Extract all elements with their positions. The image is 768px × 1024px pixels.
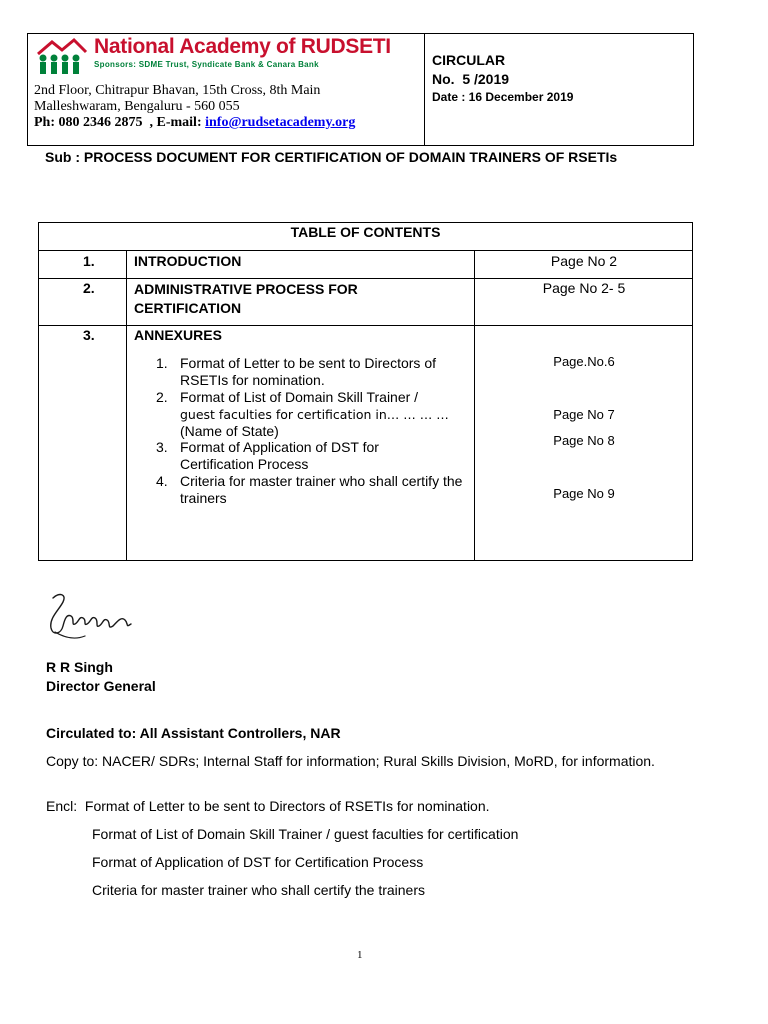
organization-name: National Academy of RUDSETI	[94, 35, 391, 58]
circular-date: Date : 16 December 2019	[432, 90, 574, 104]
subject-line: Sub : PROCESS DOCUMENT FOR CERTIFICATION OF DOMAIN TRAINERS OF RSETIs	[45, 149, 618, 165]
annexure-text: Format of Application of DST for Certification Process	[180, 439, 379, 472]
toc-row-title: ADMINISTRATIVE PROCESS FOR CERTIFICATION	[134, 281, 358, 316]
circular-number: No. 5 /2019	[432, 71, 510, 87]
signature-image	[45, 588, 135, 643]
enclosure-item: Criteria for master trainer who shall certify the trainers	[92, 882, 425, 898]
annexure-number: 3.	[156, 439, 168, 455]
enclosure-item: Format of Application of DST for Certification Process	[92, 854, 424, 870]
enclosure-item: Format of List of Domain Skill Trainer / guest faculties for certification	[92, 826, 519, 842]
annexure-page: Page No 9	[553, 486, 615, 501]
annexure-page: Page.No.6	[553, 354, 615, 369]
toc-row-divider	[38, 250, 693, 251]
email-label: , E-mail:	[142, 115, 206, 130]
annexure-item	[156, 389, 474, 440]
toc-column-divider	[474, 250, 475, 561]
letterhead-divider	[424, 33, 425, 146]
toc-row-divider	[38, 325, 693, 326]
contact-line	[34, 115, 355, 131]
annexure-number: 1.	[156, 355, 168, 371]
toc-row-number: 3.	[83, 327, 95, 343]
signatory-name: R R Singh	[46, 659, 113, 675]
annexure-text: Format of List of Domain Skill Trainer /	[180, 389, 419, 405]
signatory-title: Director General	[46, 678, 156, 694]
annexure-item	[156, 355, 474, 388]
annexure-text: (Name of State)	[180, 423, 279, 439]
annexure-item	[156, 439, 474, 472]
toc-row-page: Page No 2	[550, 253, 618, 269]
annexure-text: Format of Letter to be sent to Directors of RSETIs for nomination.	[180, 355, 436, 388]
annexure-item	[156, 473, 474, 506]
annexure-number: 2.	[156, 389, 168, 405]
toc-row-number: 1.	[83, 253, 95, 269]
copy-to: Copy to: NACER/ SDRs; Internal Staff for information; Rural Skills Division, MoRD, for information.	[46, 753, 655, 769]
toc-row-number: 2.	[83, 280, 95, 296]
toc-row-title: INTRODUCTION	[134, 253, 242, 269]
toc-column-divider	[126, 250, 127, 561]
toc-row-title: ANNEXURES	[134, 327, 222, 343]
annexure-number: 4.	[156, 473, 168, 489]
toc-title: TABLE OF CONTENTS	[290, 224, 441, 240]
address-line-1: 2nd Floor, Chitrapur Bhavan, 15th Cross, 8th Main	[34, 83, 321, 98]
page-number: 1	[357, 949, 363, 961]
annexure-text: guest faculties for certification in… … … …	[180, 406, 449, 422]
email-link[interactable]: info@rudsetacademy.org	[205, 115, 356, 130]
phone-text: Ph: 080 2346 2875	[34, 115, 143, 130]
rudseti-logo-icon	[34, 36, 90, 78]
sponsors-line: Sponsors: SDME Trust, Syndicate Bank & Canara Bank	[94, 60, 319, 69]
toc-row-divider	[38, 278, 693, 279]
enclosure-first: Encl: Format of Letter to be sent to Directors of RSETIs for nomination.	[46, 798, 490, 814]
annexure-text: Criteria for master trainer who shall certify the trainers	[180, 473, 463, 506]
circular-label: CIRCULAR	[432, 52, 506, 68]
toc-row-page: Page No 2- 5	[542, 280, 626, 296]
address-line-2: Malleshwaram, Bengaluru - 560 055	[34, 99, 240, 114]
circulated-to: Circulated to: All Assistant Controllers, NAR	[46, 725, 341, 741]
annexure-page: Page No 8	[553, 433, 615, 448]
annexure-page: Page No 7	[553, 407, 615, 422]
